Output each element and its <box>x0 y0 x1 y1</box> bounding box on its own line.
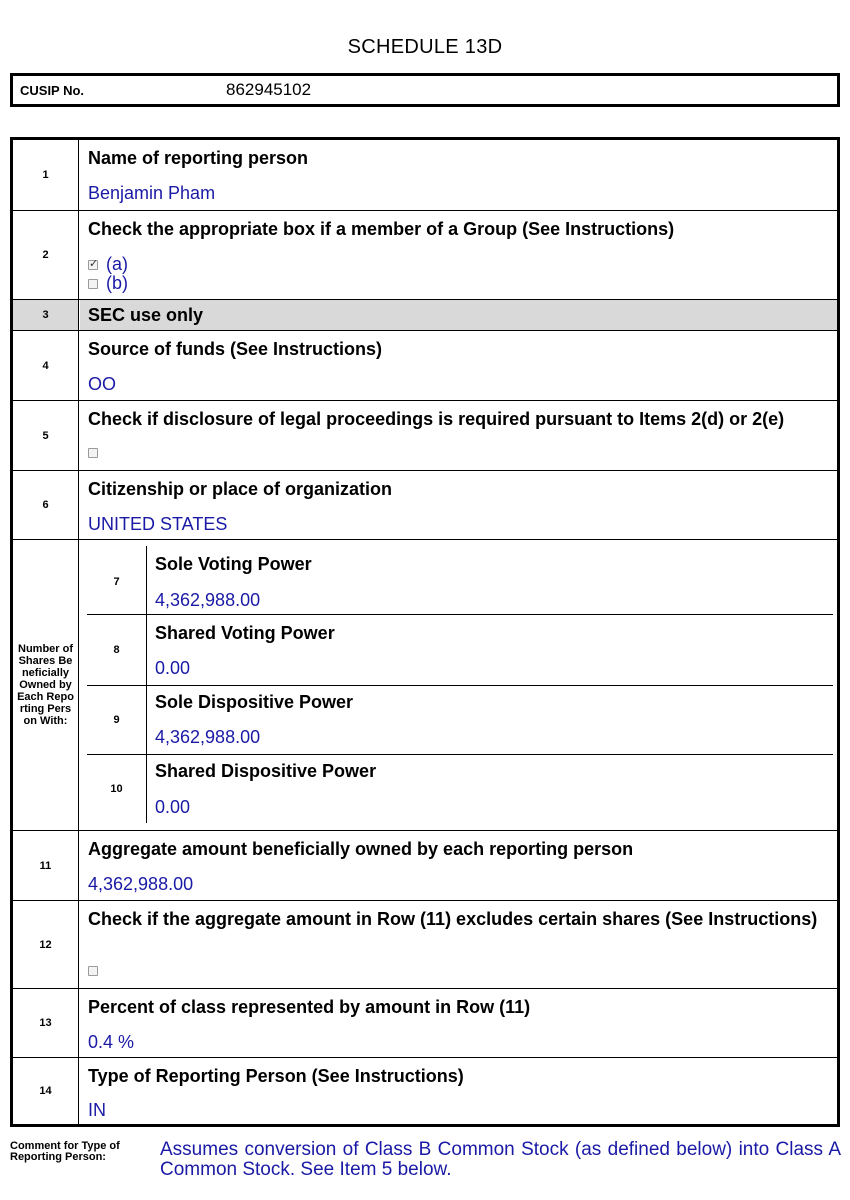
row-6 <box>13 470 837 539</box>
checkbox-icon[interactable] <box>88 279 98 289</box>
row-question: Check the appropriate box if a member of a Group (See Instructions) <box>88 219 675 239</box>
row-question: Percent of class represented by amount in Row (11) <box>88 997 531 1017</box>
row-question: Check if the aggregate amount in Row (11) excludes certain shares (See Instructions) <box>88 909 818 929</box>
row-question: Citizenship or place of organization <box>88 479 393 499</box>
reporting-person-name: Benjamin Pham <box>88 183 216 203</box>
row-2 <box>13 210 837 299</box>
percent-of-class: 0.4 % <box>88 1032 135 1052</box>
reporting-person-type: IN <box>88 1100 106 1120</box>
divider <box>87 685 833 686</box>
legal-proceedings-option[interactable] <box>88 448 98 458</box>
checkbox-icon[interactable] <box>88 448 98 458</box>
row-question: Aggregate amount beneficially owned by each reporting person <box>88 839 634 859</box>
cover-page-table <box>10 137 840 1127</box>
option-label: (b) <box>106 273 128 293</box>
row-number: 14 <box>13 1058 79 1124</box>
row-12 <box>13 900 837 988</box>
row-number: 1 <box>13 140 79 210</box>
cusip-box <box>10 73 840 107</box>
shared-dispositive-power-label: Shared Dispositive Power <box>155 761 377 781</box>
row-question: SEC use only <box>88 305 204 325</box>
row-number: 7 <box>87 546 147 618</box>
row-question: Name of reporting person <box>88 148 309 168</box>
row-number: 6 <box>13 471 79 539</box>
row-number: 2 <box>13 211 79 299</box>
row-number: 3 <box>13 300 79 330</box>
row-number: 10 <box>87 755 147 823</box>
row-question: Source of funds (See Instructions) <box>88 339 383 359</box>
row-13 <box>13 988 837 1057</box>
row-number: 12 <box>13 901 79 988</box>
row-14 <box>13 1057 837 1124</box>
divider <box>87 754 833 755</box>
row-number: 5 <box>13 401 79 470</box>
row-question: Check if disclosure of legal proceedings is required pursuant to Items 2(d) or 2(e) <box>88 409 785 429</box>
row-number: 11 <box>13 831 79 900</box>
cusip-value: 862945102 <box>226 80 312 99</box>
option-label: (a) <box>106 254 128 274</box>
page-title: SCHEDULE 13D <box>347 36 503 58</box>
checkbox-icon[interactable] <box>88 966 98 976</box>
group-option-b[interactable] <box>88 273 128 294</box>
row-5 <box>13 400 837 470</box>
shares-block <box>13 539 837 830</box>
row-number: 8 <box>87 615 147 685</box>
source-of-funds: OO <box>88 374 117 394</box>
row-number: 9 <box>87 686 147 754</box>
row-1 <box>13 140 837 210</box>
sole-dispositive-power-value: 4,362,988.00 <box>155 727 261 747</box>
row-number: 13 <box>13 989 79 1057</box>
shared-dispositive-power-value: 0.00 <box>155 797 191 817</box>
citizenship: UNITED STATES <box>88 514 228 534</box>
comment-text: Assumes conversion of Class B Common Stock (as defined below) into Class A Common Stock. See Item 5 below. <box>160 1139 841 1180</box>
row-question: Type of Reporting Person (See Instructions) <box>88 1066 464 1086</box>
shares-label: Number of Shares Beneficially Owned by Each Reporting Person With: <box>13 540 79 830</box>
row-11 <box>13 830 837 900</box>
sole-voting-power-label: Sole Voting Power <box>155 554 312 574</box>
sole-dispositive-power-label: Sole Dispositive Power <box>155 692 354 712</box>
aggregate-amount: 4,362,988.00 <box>88 874 194 894</box>
cusip-label: CUSIP No. <box>20 82 85 98</box>
shared-voting-power-value: 0.00 <box>155 658 191 678</box>
divider <box>87 614 833 615</box>
checkbox-checked-icon[interactable]: ✓ <box>89 257 99 270</box>
row-4 <box>13 330 837 400</box>
group-option-a[interactable] <box>88 254 128 275</box>
row-number: 4 <box>13 331 79 400</box>
shared-voting-power-label: Shared Voting Power <box>155 623 335 643</box>
row-3 <box>13 299 837 330</box>
comment-label: Comment for Type of Reporting Person: <box>10 1140 120 1163</box>
excludes-shares-option[interactable] <box>88 966 98 976</box>
sole-voting-power-value: 4,362,988.00 <box>155 590 261 610</box>
